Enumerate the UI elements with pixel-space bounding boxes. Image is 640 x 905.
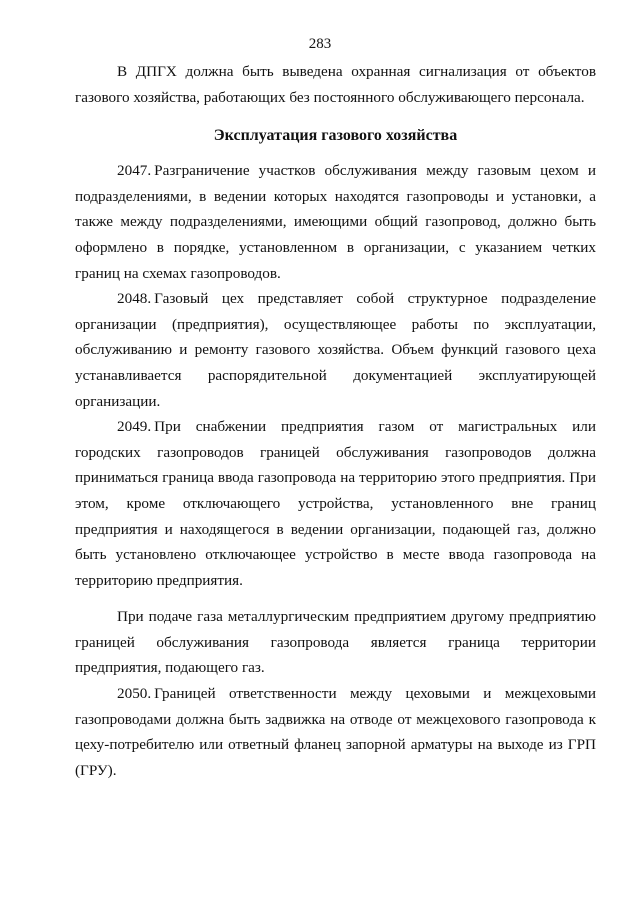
section-heading: Эксплуатация газового хозяйства [213,127,458,145]
clause-2047 [75,158,596,286]
intro-paragraph: В ДПГХ должна быть выведена охранная сигнализация от объектов газового хозяйства, работающих без постоянного обслуживающего персонала. [75,63,596,106]
clause-2048 [75,286,596,414]
clause-text: Разграничение участков обслуживания между газовым цехом и подразделениями, в ведении которых находятся газопроводы и установки, а также между подразделениями, имеющими общий газопровод, должно быть оформлено в порядке, установленном в организации, с указанием четких границ на схемах газопроводов. [75,162,596,282]
clause-text: При подаче газа металлургическим предприятием другому предприятию границей обслуживания газопровода является граница территории предприятия, подающего газ. [75,608,596,677]
clause-2049-continuation [75,604,596,681]
clause-2049 [75,414,596,593]
clause-number: 2050. [117,685,152,703]
clause-text: Границей ответственности между цеховыми и межцеховыми газопроводами должна быть задвижка на отводе от межцехового газопровода к цеху-потребителю или ответный фланец запорной арматуры на выходе из ГРП (ГРУ). [75,685,596,779]
clause-number: 2047. [117,162,152,180]
document-body [75,59,596,783]
clause-text: Газовый цех представляет собой структурное подразделение организации (предприятия), осуществляющее работы по эксплуатации, обслуживанию и ремонту газового хозяйства. Объем функций газового цеха устанавливается распорядительной документацией эксплуатирующей организации. [75,290,596,410]
clause-number: 2048. [117,290,152,308]
clause-2050 [75,681,596,783]
clause-text: При снабжении предприятия газом от магистральных или городских газопроводов границей обслуживания газопроводов должна приниматься граница ввода газопровода на территорию этого предприятия. При этом, кроме отключающего устройства, установленного вне границ предприятия и находящегося в ведении организации, подающей газ, должно быть установлено отключающее устройство в месте ввода газопровода на территорию предприятия. [75,418,596,589]
page-number: 283 [308,36,332,52]
clause-number: 2049. [117,418,152,436]
